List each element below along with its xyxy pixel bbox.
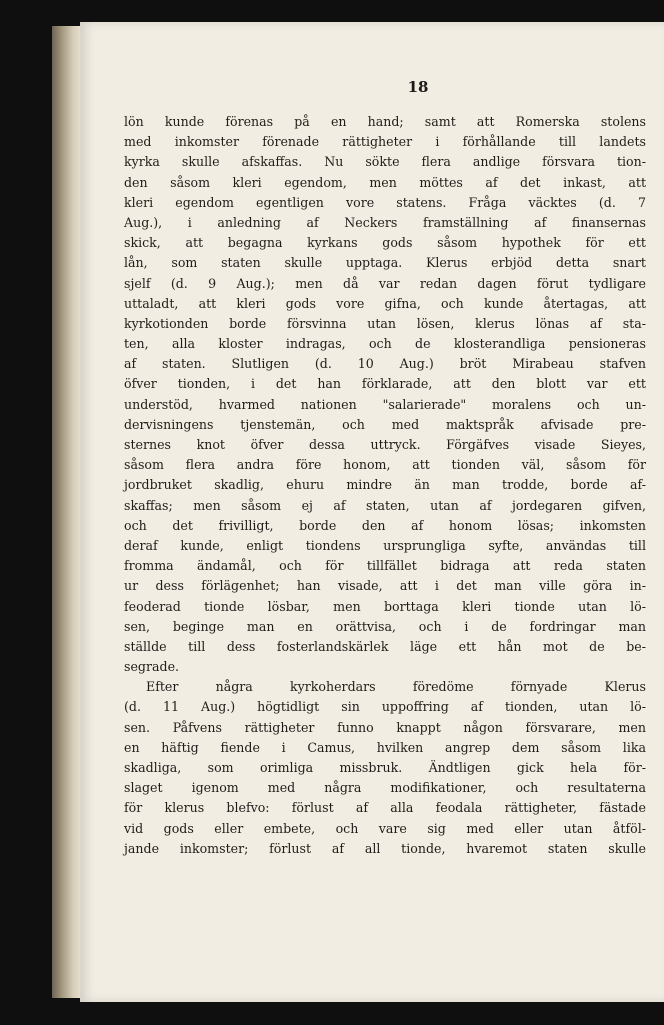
text-line: den såsom kleri egendom, men möttes af det inkast, att [124, 174, 646, 190]
page-number: 18 [407, 78, 429, 96]
text-line: dervisningens tjenstemän, och med maktspråk afvisade pre- [124, 416, 646, 432]
book-page-edge [52, 26, 82, 998]
text-line: kleri egendom egentligen vore statens. Fråga väcktes (d. 7 [124, 194, 646, 210]
text-line: ställde till dess fosterlandskärlek läge ett hån mot de be- [124, 638, 646, 654]
text-line: af staten. Slutligen (d. 10 Aug.) bröt Mirabeau stafven [124, 356, 646, 372]
text-line: sternes knot öfver dessa uttryck. Förgäfves visade Sieyes, [124, 437, 646, 452]
text-line: uttaladt, att kleri gods vore gifna, och kunde återtagas, att [124, 295, 646, 311]
text-line: jande inkomster; förlust af all tionde, hvaremot staten skulle [124, 840, 646, 856]
text-line: slaget igenom med några modifikationer, och resultaterna [124, 780, 646, 796]
text-line: skick, att begagna kyrkans gods såsom hypothek för ett [124, 235, 646, 251]
text-line: med inkomster förenade rättigheter i förhållande till landets [124, 134, 646, 150]
body-text [124, 112, 646, 859]
text-line: lön kunde förenas på en hand; samt att Romerska stolens [124, 114, 646, 129]
text-line: såsom flera andra före honom, att tionden väl, såsom för [124, 457, 646, 473]
text-line: sen. Påfvens rättigheter funno knappt någon försvarare, men [124, 719, 646, 735]
text-line: Aug.), i anledning af Neckers framställning af finansernas [124, 214, 646, 230]
text-line: skadliga, som orimliga missbruk. Ändtligen gick hela för- [124, 760, 646, 775]
text-line: lån, som staten skulle upptaga. Klerus erbjöd detta snart [124, 255, 646, 271]
text-line: och det frivilligt, borde den af honom lösas; inkomsten [124, 517, 646, 533]
text-line: ur dess förlägenhet; han visade, att i det man ville göra in- [124, 578, 646, 594]
text-line: en häftig fiende i Camus, hvilken angrep dem såsom lika [124, 739, 646, 755]
text-line: understöd, hvarmed nationen "salarierade" moralens och un- [124, 396, 646, 412]
text-line: sen, beginge man en orättvisa, och i de fordringar man [124, 618, 646, 634]
text-line: sjelf (d. 9 Aug.); men då var redan dagen förut tydligare [124, 275, 646, 291]
text-line: ten, alla kloster indragas, och de klosterandliga pensioneras [124, 336, 646, 352]
text-line: skaffas; men såsom ej af staten, utan af jordegaren gifven, [124, 497, 646, 513]
text-line: deraf kunde, enligt tiondens ursprungliga syfte, användas till [124, 537, 646, 553]
text-line: jordbruket skadlig, ehuru mindre än man trodde, borde af- [124, 477, 646, 493]
text-line: fromma ändamål, och för tillfället bidraga att reda staten [124, 558, 646, 574]
text-line: kyrkotionden borde försvinna utan lösen, klerus lönas af sta- [124, 315, 646, 331]
text-line: vid gods eller embete, och vare sig med eller utan åtföl- [124, 820, 646, 836]
text-line: feoderad tionde lösbar, men borttaga kleri tionde utan lö- [124, 598, 646, 614]
text-line: (d. 11 Aug.) högtidligt sin uppoffring af tionden, utan lö- [124, 699, 646, 715]
paragraph-start-line: Efter några kyrkoherdars föredöme förnyade Klerus [146, 679, 646, 695]
text-line: öfver tionden, i det han förklarade, att den blott var ett [124, 376, 646, 392]
text-line: för klerus blefvo: förlust af alla feodala rättigheter, fästade [124, 800, 646, 816]
paragraph-end-line: segrade. [124, 659, 180, 675]
text-line: kyrka skulle afskaffas. Nu sökte flera andlige försvara tion- [124, 154, 646, 170]
